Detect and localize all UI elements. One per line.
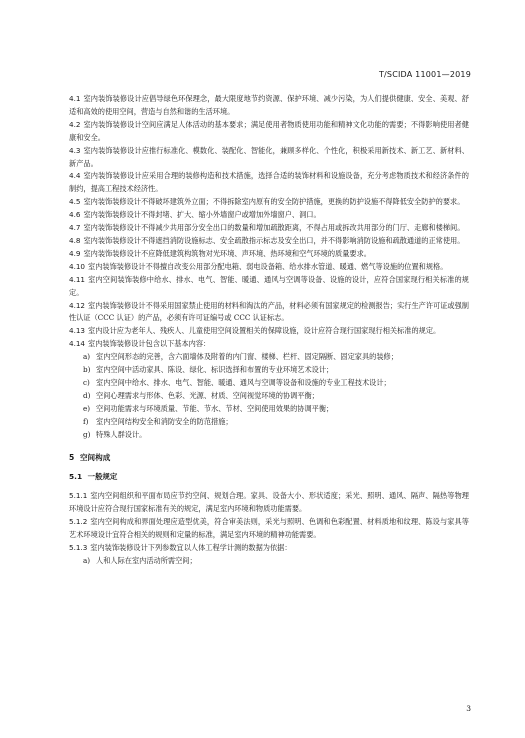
clause-text: 室内装饰装修设计包含以下基本内容：	[88, 339, 211, 349]
clause-text: 室内装饰装修设计应倡导绿色环保理念，最大限度地节约资源、保护环境、减少污染，为人们提供健康、安全、美观、舒适和高效的使用空间，营造与自然和谐的生活环境。	[69, 94, 469, 116]
clause-text: 室内装饰装修设计不得擅自改变公用部分配电箱、弱电设备箱、给水排水管道、暖通、燃气等设施的位置和规格。	[88, 261, 448, 271]
list-item-label: a)	[83, 352, 91, 362]
list-item	[83, 416, 469, 429]
clause-text: 室内装饰装修设计不得封堵、扩大、缩小外墙窗户或增加外墙窗户、洞口。	[83, 210, 321, 220]
clause-4-3	[69, 145, 469, 171]
clause-number: 5.1.3	[69, 542, 88, 552]
clause-number: 4.4	[69, 171, 81, 181]
clause-text: 室内装饰装修设计不得采用国家禁止使用的材料和淘汰的产品，材料必须有国家规定的检测报告；实行生产许可证或强制性认证（CCC 认证）的产品，必须有许可证编号或 CCC 认证标志。	[69, 300, 469, 323]
clause-number: 4.2	[69, 119, 81, 129]
clause-4-6	[69, 209, 469, 222]
list-item-label: f)	[83, 416, 89, 426]
clause-text: 室内装饰装修设计空间应满足人体活动的基本要求；满足使用者物质使用功能和精神文化功能的需要；不得影响使用者健康和安全。	[69, 119, 469, 142]
clause-text: 室内设计应为老年人、残疾人、儿童使用空间设置相关的保障设施，设计应符合现行国家现行相关标准的规定。	[88, 326, 441, 336]
list-item-text: 室内空间结构安全和消防安全的防范措施；	[96, 416, 233, 426]
list-item-text: 空间功能需求与环境质量、节能、节水、节材、空间使用效果的协调平衡；	[96, 403, 334, 413]
clause-number: 4.5	[69, 197, 81, 207]
list-item-label: c)	[83, 377, 90, 387]
clause-number: 4.13	[69, 326, 86, 336]
clause-text: 室内装饰装修设计不得遮挡消防设施标志、安全疏散指示标志及安全出口，并不得影响消防设施和疏散通道的正常使用。	[83, 235, 465, 245]
clause-text: 室内空间组织和平面布局应节约空间、规划合理。家具、设备大小、形状适度；采光、照明、通风、隔声、隔热等物理环境设计应符合现行国家标准有关的规定，满足室内环境和物质功能需要。	[69, 491, 469, 514]
clause-4-12	[69, 300, 469, 326]
list-item-label: b)	[83, 365, 91, 375]
list-item	[83, 555, 469, 568]
list-item-text: 室内空间中给水、排水、电气、智能、暖通、通风与空调等设备和设施的专业工程技术设计；	[96, 377, 391, 387]
clause-number: 4.1	[69, 94, 81, 103]
clause-number: 4.12	[69, 300, 86, 310]
subsection-title: 一般规定	[87, 472, 118, 482]
list-item	[83, 390, 469, 403]
list-item-text: 室内空间中活动家具、陈设、绿化、标识选择和布置的专业环境艺术设计；	[96, 365, 334, 375]
list-4-14	[83, 351, 469, 441]
clause-4-13	[69, 325, 469, 338]
clause-4-4	[69, 170, 469, 196]
section-number: 5	[69, 453, 75, 463]
clause-text: 室内空间构成和界面处理应造型优美，符合审美法则，采光与照明、色调和色彩配置、材料质地和纹理、陈设与家具等艺术环境设计宜符合相关的规则和定量的标准，满足室内环境的精神功能需要。	[69, 517, 469, 539]
clause-text: 室内装饰装修设计不得破坏建筑外立面；不得拆除室内原有的安全防护措施，更换的防护设施不得降低安全防护的要求。	[83, 197, 465, 207]
clause-5-1-2	[69, 516, 469, 542]
clause-number: 5.1.2	[69, 517, 88, 527]
standard-code: T/SCIDA 11001—2019	[378, 70, 471, 79]
clause-number: 4.10	[69, 261, 86, 271]
clause-4-7	[69, 222, 469, 235]
clause-text: 室内空间装饰装修中给水、排水、电气、智能、暖通、通风与空调等设备、设施的设计，应符合国家现行相关标准的规定。	[69, 274, 469, 297]
page-number: 3	[466, 704, 471, 713]
clause-text: 室内装饰装修设计应采用合理的装修构造和技术措施，选择合适的装饰材料和设施设备，充分考虑物质技术和经济条件的制约，提高工程技术经济性。	[69, 171, 469, 194]
list-item	[83, 351, 469, 364]
clause-text: 室内装饰装修设计下列参数宜以人体工程学计测的数据为依据：	[90, 542, 292, 552]
list-item	[83, 429, 469, 442]
clause-number: 5.1.1	[69, 491, 88, 501]
list-item-label: g)	[83, 429, 91, 439]
list-item-label: a)	[83, 555, 91, 565]
clause-4-10	[69, 261, 469, 274]
clause-4-2	[69, 119, 469, 145]
list-item-text: 空间心理需求与形体、色彩、光源、材质、空间视觉环境的协调平衡；	[96, 390, 319, 400]
subsection-heading	[69, 471, 469, 484]
list-item-text: 室内空间形态的完善，含六面墙体及附着的内门窗、楼梯、栏杆、固定隔断、固定家具的装修；	[96, 352, 398, 362]
subsection-number: 5.1	[69, 472, 83, 482]
clause-4-14	[69, 338, 469, 351]
clause-text: 室内装饰装修设计不应降低建筑构筑物对光环境、声环境、热环境和空气环境的质量要求。	[83, 248, 371, 258]
clause-5-1-3	[69, 542, 469, 555]
document-body	[69, 93, 469, 568]
clause-number: 4.8	[69, 235, 81, 245]
clause-number: 4.7	[69, 223, 81, 233]
list-item-label: e)	[83, 403, 91, 413]
clause-4-8	[69, 235, 469, 248]
clause-4-1	[69, 93, 469, 119]
clause-text: 室内装饰装修设计不得减少共用部分安全出口的数量和增加疏散距离，不得占用或拆改共用部分的门厅、走廊和楼梯间。	[83, 223, 465, 233]
clause-4-5	[69, 196, 469, 209]
clause-number: 4.11	[69, 274, 86, 284]
section-heading	[69, 452, 469, 465]
section-title: 空间构成	[79, 453, 111, 463]
list-item	[83, 377, 469, 390]
clause-number: 4.3	[69, 145, 81, 155]
clause-number: 4.14	[69, 339, 86, 349]
clause-5-1-1	[69, 490, 469, 516]
clause-number: 4.6	[69, 210, 81, 220]
list-item	[83, 364, 469, 377]
clause-4-11	[69, 274, 469, 300]
clause-number: 4.9	[69, 248, 81, 258]
list-item-text: 人和人际在室内活动所需空间；	[96, 555, 197, 565]
clause-4-9	[69, 248, 469, 261]
clause-text: 室内装饰装修设计应推行标准化、模数化、装配化、智能化，兼顾多样化、个性化，积极采用新技术、新工艺、新材料、新产品。	[69, 145, 469, 168]
list-5-1-3	[83, 555, 469, 568]
list-item-text: 特殊人群设计。	[96, 429, 147, 439]
list-item	[83, 403, 469, 416]
list-item-label: d)	[83, 390, 91, 400]
